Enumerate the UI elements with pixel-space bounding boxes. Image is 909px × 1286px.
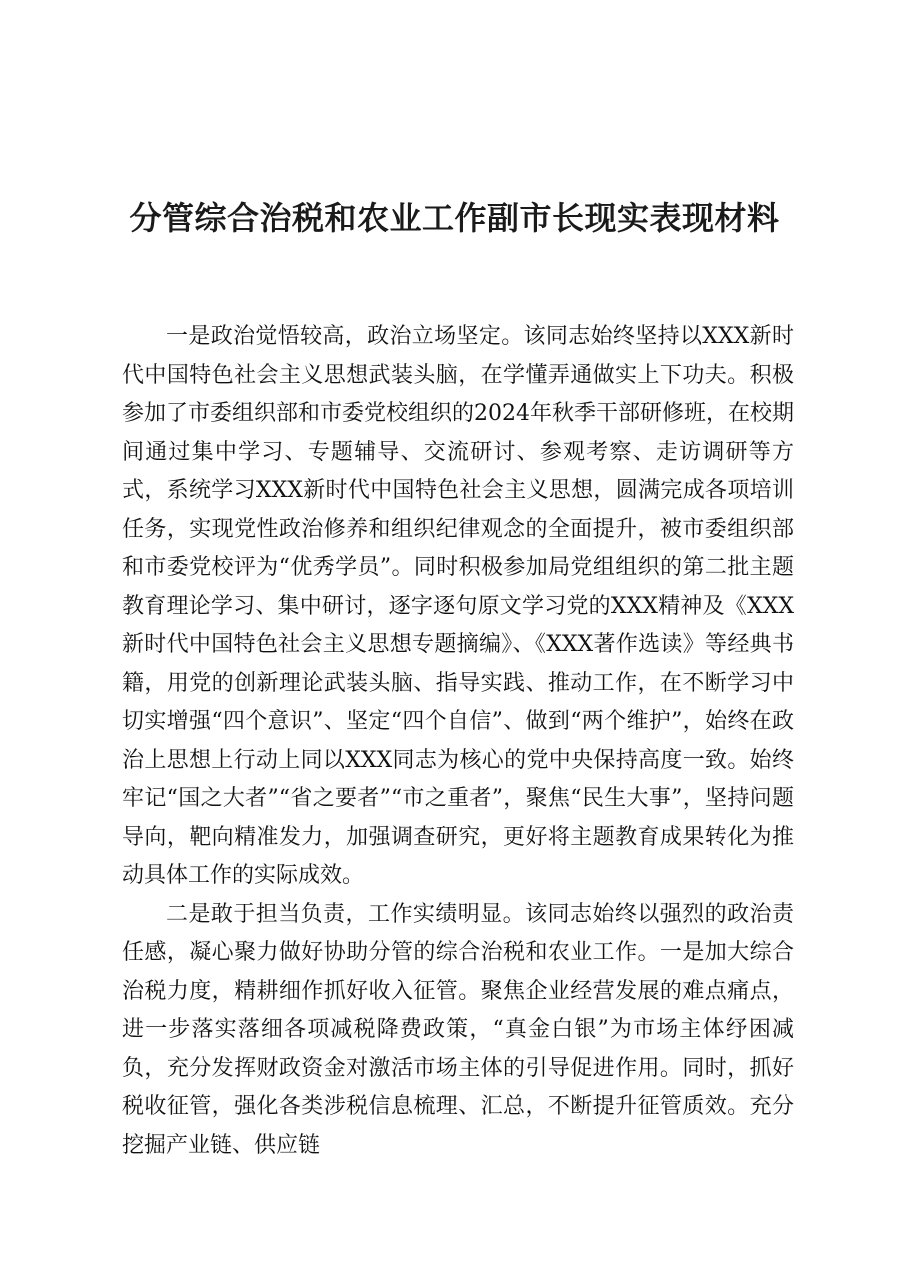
document-body <box>122 318 794 1165</box>
paragraph-political-awareness: 一是政治觉悟较高，政治立场坚定。该同志始终坚持以XXX新时代中国特色社会主义思想武装头脑，在学懂弄通做实上下功夫。积极参加了市委组织部和市委党校组织的2024年秋季干部研修班，在校期间通过集中学习、专题辅导、交流研讨、参观考察、走访调研等方式，系统学习XXX新时代中国特色社会主义思想，圆满完成各项培训任务，实现党性政治修养和组织纪律观念的全面提升，被市委组织部和市委党校评为“优秀学员”。同时积极参加局党组组织的第二批主题教育理论学习、集中研讨，逐字逐句原文学习党的XXX精神及《XXX新时代中国特色社会主义思想专题摘编》、《XXX著作选读》等经典书籍，用党的创新理论武装头脑、指导实践、推动工作，在不断学习中切实增强“四个意识”、坚定“四个自信”、做到“两个维护”，始终在政治上思想上行动上同以XXX同志为核心的党中央保持高度一致。始终牢记“国之大者”“省之要者”“市之重者”，聚焦“民生大事”，坚持问题导向，靶向精准发力，加强调查研究，更好将主题教育成果转化为推动具体工作的实际成效。 <box>122 324 794 888</box>
paragraph-work-achievements: 二是敢于担当负责，工作实绩明显。该同志始终以强烈的政治责任感，凝心聚力做好协助分管的综合治税和农业工作。一是加大综合治税力度，精耕细作抓好收入征管。聚焦企业经营发展的难点痛点，进一步落实落细各项减税降费政策，“真金白银”为市场主体纾困减负，充分发挥财政资金对激活市场主体的引导促进作用。同时，抓好税收征管，强化各类涉税信息梳理、汇总，不断提升征管质效。充分挖掘产业链、供应链 <box>122 901 794 1158</box>
document-title: 分管综合治税和农业工作副市长现实表现材料 <box>129 199 780 237</box>
